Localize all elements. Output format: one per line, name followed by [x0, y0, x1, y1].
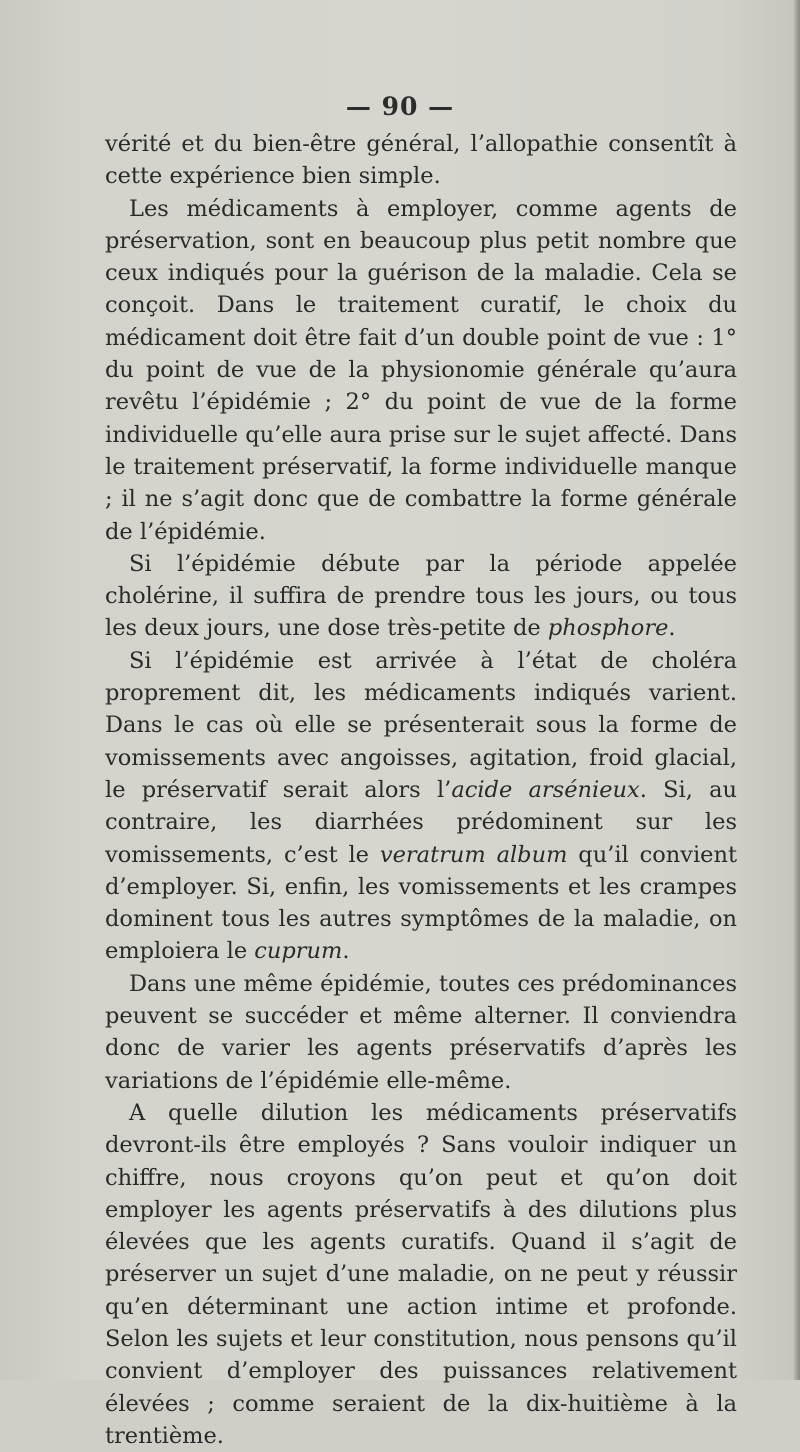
italic-term: acide arsénieux — [451, 776, 640, 803]
page-number: — 90 — — [345, 92, 455, 121]
text-run: Dans une même épidémie, toutes ces prédominances peuvent se succéder et même alterner. Il conviendra donc de varier les agents préservatifs d’après les variations de l’épidémie elle-même. — [105, 970, 737, 1094]
paragraph — [105, 968, 737, 1097]
paragraph — [105, 645, 737, 968]
paragraph — [105, 548, 737, 645]
italic-term: phosphore — [547, 615, 669, 642]
text-run: . — [668, 615, 676, 642]
text-run: . Si, au contraire, les diarrhées prédominent sur les vomissements, c’est le — [105, 776, 738, 868]
text-run: Les médicaments à employer, comme agents de préservation, sont en beaucoup plus petit nombre que ceux indiqués pour la guérison de la maladie. Cela se conçoit. Dans le traitement curatif, le choix du médicament doit être fait d’un double point de vue : 1° du point de vue de la physionomie générale qu’aura revêtu l’épidémie ; 2° du point de vue de la forme individuelle qu’elle aura prise sur le sujet affecté. Dans le traitement préservatif, la forme individuelle manque ; il ne s’agit donc que de combattre la forme générale de l’épidémie. — [105, 195, 737, 545]
text-run: . — [342, 938, 350, 965]
page-edge — [794, 0, 800, 1380]
italic-term: cuprum — [254, 938, 343, 965]
text-run: Si l’épidémie débute par la période appelée cholérine, il suffira de prendre tous les jours, ou tous les deux jours, une dose très-petite de — [105, 550, 737, 642]
text-run: qu’il convient d’employer. Si, enfin, les vomissements et les crampes dominent tous les autres symptômes de la maladie, on emploiera le — [105, 841, 738, 965]
text-run: vérité et du bien-être général, l’allopathie consentît à cette expérience bien simple. — [105, 131, 737, 190]
text-run: Si l’épidémie est arrivée à l’état de choléra proprement dit, les médicaments indiqués varient. Dans le cas où elle se présenterait sous la forme de vomissements avec angoisses, agitation, froid glacial, le préservatif serait alors l’ — [105, 647, 737, 803]
paragraph — [105, 1097, 737, 1452]
italic-term: veratrum album — [379, 841, 568, 868]
paragraph — [105, 128, 737, 193]
text-run: A quelle dilution les médicaments préservatifs devront-ils être employés ? Sans vouloir indiquer un chiffre, nous croyons qu’on peut et qu’on doit employer les agents préservatifs à des dilutions plus élevées que les agents curatifs. Quand il s’agit de préserver un sujet d’une maladie, on ne peut y réussir qu’en déterminant une action intime et profonde. Selon les sujets et leur constitution, nous pensons qu’il convient d’employer des puissances relativement élevées ; comme seraient de la dix-huitième à la trentième. — [105, 1099, 737, 1449]
body-text — [105, 128, 737, 1452]
paragraph — [105, 193, 737, 548]
